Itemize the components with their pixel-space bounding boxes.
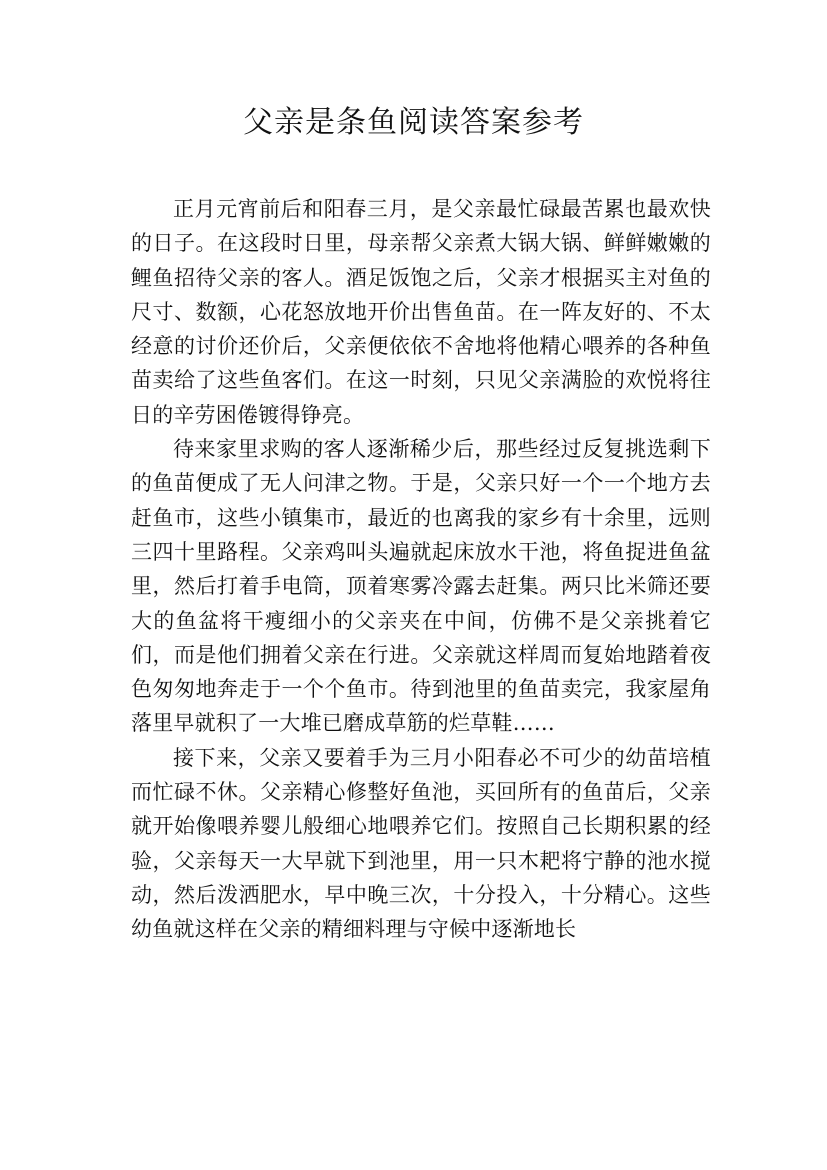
document-title: 父亲是条鱼阅读答案参考 [243,105,584,140]
document-body [131,192,711,947]
paragraph: 待来家里求购的客人逐渐稀少后，那些经过反复挑选剩下的鱼苗便成了无人问津之物。于是，父亲只好一个一个地方去赶鱼市，这些小镇集市，最近的也离我的家乡有十余里，远则三四十里路程。父亲鸡叫头遍就起床放水干池，将鱼捉进鱼盆里，然后打着手电筒，顶着寒雾冷露去赶集。两只比米筛还要大的鱼盆将干瘦细小的父亲夹在中间，仿佛不是父亲挑着它们，而是他们拥着父亲在行进。父亲就这样周而复始地踏着夜色匆匆地奔走于一个个鱼市。待到池里的鱼苗卖完，我家屋角落里早就积了一大堆已磨成草筋的烂草鞋…… [131,437,711,736]
paragraph: 正月元宵前后和阳春三月，是父亲最忙碌最苦累也最欢快的日子。在这段时日里，母亲帮父亲煮大锅大锅、鲜鲜嫩嫩的鲤鱼招待父亲的客人。酒足饭饱之后，父亲才根据买主对鱼的尺寸、数额，心花怒放地开价出售鱼苗。在一阵友好的、不太经意的讨价还价后，父亲便依依不舍地将他精心喂养的各种鱼苗卖给了这些鱼客们。在这一时刻，只见父亲满脸的欢悦将往日的辛劳困倦镀得铮亮。 [131,197,711,427]
paragraph: 接下来，父亲又要着手为三月小阳春必不可少的幼苗培植而忙碌不休。父亲精心修整好鱼池，买回所有的鱼苗后，父亲就开始像喂养婴儿般细心地喂养它们。按照自己长期积累的经验，父亲每天一大早就下到池里，用一只木耙将宁静的池水搅动，然后泼洒肥水，早中晚三次，十分投入，十分精心。这些幼鱼就这样在父亲的精细料理与守候中逐渐地长 [131,745,711,942]
